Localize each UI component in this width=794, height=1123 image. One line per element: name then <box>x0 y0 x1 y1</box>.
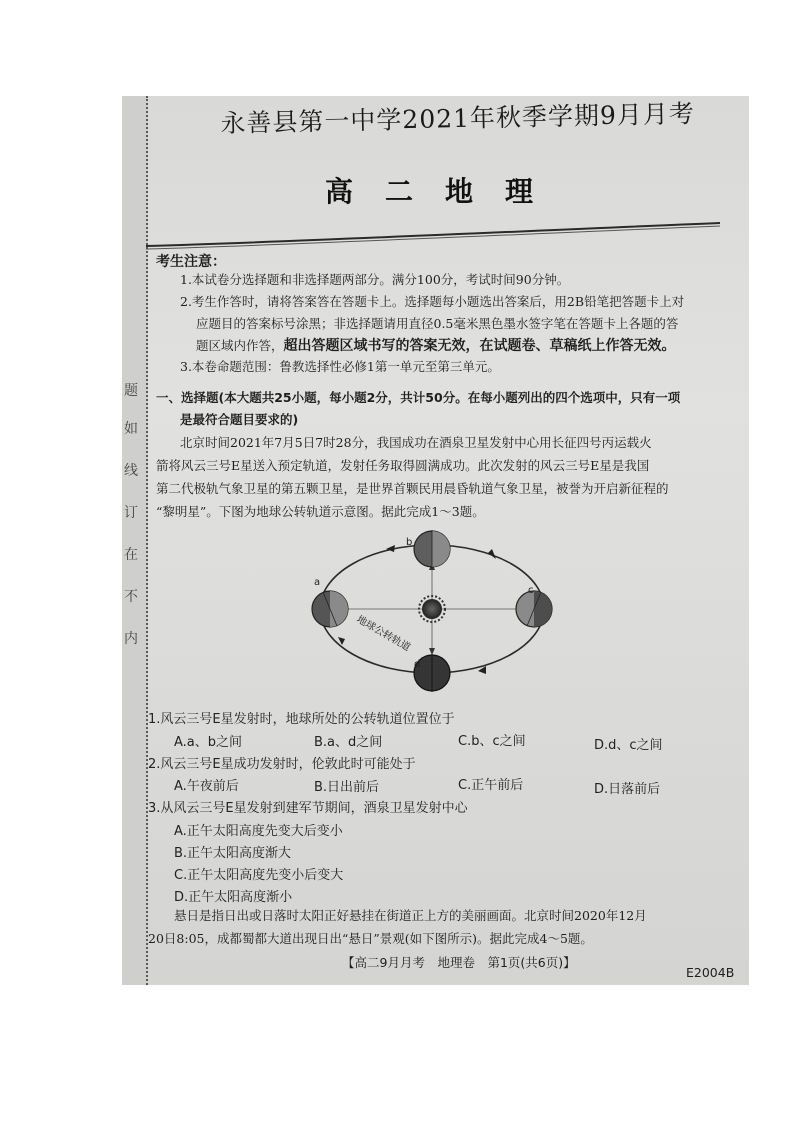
option-3b: B.正午太阳高度渐大 <box>174 846 292 861</box>
paper-code: E2004B <box>686 965 735 980</box>
exam-paper <box>122 96 749 985</box>
option-1d: D.d、c之间 <box>594 738 663 753</box>
notice-title: 考生注意： <box>156 254 226 270</box>
binding-char: 线 <box>124 463 138 479</box>
notice-item-1: 1.本试卷分选择题和非选择题两部分。满分100分，考试时间90分钟。 <box>180 272 570 287</box>
option-3a: A.正午太阳高度先变大后变小 <box>174 824 343 839</box>
orbit-label: 地球公转轨道 <box>354 614 412 654</box>
subject-title: 高二地理 <box>325 175 566 208</box>
notice-item-2-end <box>196 339 676 353</box>
option-1c: C.b、c之间 <box>458 734 526 749</box>
header-rule <box>122 214 749 254</box>
notice-item-2: 2.考生作答时，请将答案答在答题卡上。选择题每小题选出答案后，用2B铅笔把答题卡上对 <box>180 294 685 309</box>
passage-line: 箭将风云三号E星送入预定轨道，发射任务取得圆满成功。此次发射的风云三号E星是我国 <box>156 458 650 473</box>
page-footer: 【高二9月月考 地理卷 第1页(共6页)】 <box>342 955 576 970</box>
earth-c-icon <box>516 591 552 627</box>
label-b: b <box>406 537 413 548</box>
binding-char: 订 <box>124 505 138 521</box>
notice-item-2-plain: 题区域内作答， <box>196 338 284 353</box>
section-heading: 一、选择题(本大题共25小题，每小题2分，共计50分。在每小题列出的四个选项中，只有一项 <box>156 390 681 405</box>
notice-item-2-cont: 应题目的答案标号涂黑；非选择题请用直径0.5毫米黑色墨水签字笔在答题卡上各题的答 <box>196 316 679 331</box>
option-2a: A.午夜前后 <box>174 779 239 794</box>
label-d: d <box>414 659 421 670</box>
school-title: 永善县第一中学2021年秋季学期9月月考 <box>220 99 696 138</box>
binding-char: 内 <box>124 631 138 647</box>
passage-line: 北京时间2021年7月5日7时28分，我国成功在酒泉卫星发射中心用长征四号丙运载火 <box>180 435 652 450</box>
option-1b: B.a、d之间 <box>314 735 383 750</box>
question-stem-3: 3.从风云三号E星发射到建军节期间，酒泉卫星发射中心 <box>148 801 468 816</box>
binding-char: 不 <box>124 589 138 605</box>
earth-b-icon <box>414 530 450 568</box>
option-3c: C.正午太阳高度先变小后变大 <box>174 868 344 883</box>
option-3d: D.正午太阳高度渐小 <box>174 890 293 905</box>
binding-char: 如 <box>124 421 138 437</box>
option-1a: A.a、b之间 <box>174 735 243 750</box>
notice-item-2-emphasis: 超出答题区域书写的答案无效，在试题卷、草稿纸上作答无效。 <box>283 338 676 354</box>
passage2-line: 20日8:05，成都蜀都大道出现日出“悬日”景观(如下图所示)。据此完成4～5题。 <box>148 931 593 946</box>
question-stem-1: 1.风云三号E星发射时，地球所处的公转轨道位置位于 <box>148 712 455 727</box>
label-a: a <box>314 577 321 588</box>
binding-char: 在 <box>124 547 138 563</box>
option-2c: C.正午前后 <box>458 778 524 793</box>
passage-line: 第二代极轨气象卫星的第五颗卫星，是世界首颗民用晨昏轨道气象卫星，被誉为开启新征程的 <box>156 481 669 496</box>
option-2b: B.日出前后 <box>314 780 380 795</box>
sun-icon <box>419 596 445 622</box>
section-heading-cont: 是最符合题目要求的) <box>180 412 299 427</box>
passage-line: “黎明星”。下图为地球公转轨道示意图。据此完成1～3题。 <box>156 504 485 519</box>
label-c: c <box>528 585 534 596</box>
passage2-line: 悬日是指日出或日落时太阳正好悬挂在街道正上方的美丽画面。北京时间2020年12月 <box>174 908 647 923</box>
option-2d: D.日落前后 <box>594 782 661 797</box>
earth-a-icon <box>312 591 348 627</box>
question-stem-2: 2.风云三号E星成功发射时，伦敦此时可能处于 <box>148 757 416 772</box>
binding-char: 题 <box>124 383 138 399</box>
orbit-diagram <box>302 529 572 694</box>
notice-item-3: 3.本卷命题范围：鲁教选择性必修1第一单元至第三单元。 <box>180 359 500 374</box>
